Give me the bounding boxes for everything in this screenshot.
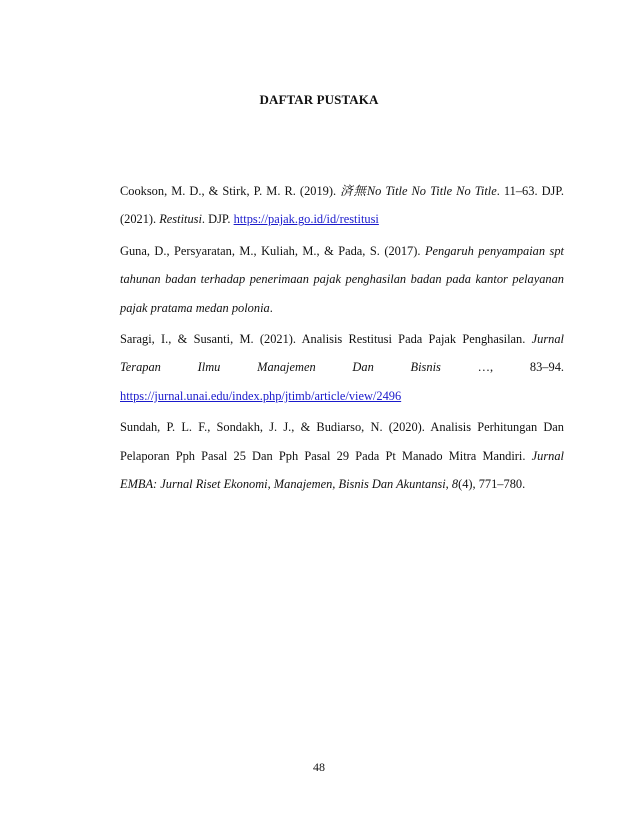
reference-pages: …, 83–94. bbox=[440, 360, 564, 375]
reference-list bbox=[120, 177, 564, 501]
reference-cookson-djp bbox=[120, 177, 564, 234]
reference-line bbox=[120, 442, 564, 470]
page-title: DAFTAR PUSTAKA bbox=[259, 92, 379, 107]
reference-title: Pengaruh penyampaian spt bbox=[424, 243, 564, 258]
reference-issue-pages: (4), 771–780. bbox=[458, 477, 526, 492]
reference-title: Pelaporan Pph Pasal 25 Dan Pph Pasal 29 Pada Pt Manado Mitra Mandiri. bbox=[120, 448, 532, 463]
reference-volume: 8 bbox=[451, 477, 459, 492]
reference-line bbox=[120, 294, 564, 322]
reference-journal: Terapan Ilmu Manajemen Dan Bisnis bbox=[120, 360, 441, 375]
reference-line bbox=[120, 382, 564, 410]
reference-title: pajak pratama medan polonia bbox=[120, 300, 270, 315]
reference-authors: Cookson, M. D., & Stirk, P. M. R. (2019). bbox=[120, 184, 341, 198]
reference-pages: . 11–63. DJP. bbox=[496, 184, 564, 198]
reference-separator: , bbox=[445, 477, 452, 492]
reference-journal: Jurnal bbox=[531, 448, 564, 463]
reference-sundah bbox=[120, 413, 564, 498]
reference-link[interactable]: https://pajak.go.id/id/restitusi bbox=[233, 212, 379, 227]
reference-publisher: . DJP. bbox=[201, 212, 234, 227]
reference-title: Restitusi bbox=[159, 212, 202, 227]
reference-journal: EMBA: Jurnal Riset Ekonomi, Manajemen, Bisnis Dan Akuntansi bbox=[120, 477, 446, 492]
reference-link[interactable]: https://jurnal.unai.edu/index.php/jtimb/article/view/2496 bbox=[120, 388, 402, 403]
reference-line bbox=[120, 177, 564, 205]
reference-period: . bbox=[269, 300, 273, 315]
reference-line bbox=[120, 325, 564, 353]
reference-title: tahunan badan terhadap penerimaan pajak penghasilan badan pada kantor pelayanan bbox=[120, 272, 564, 287]
reference-title: 済無No Title No Title No Title bbox=[340, 184, 497, 198]
page-number: 48 bbox=[313, 760, 325, 774]
reference-saragi bbox=[120, 325, 564, 410]
reference-line bbox=[120, 205, 564, 233]
reference-line bbox=[120, 237, 564, 265]
reference-line bbox=[120, 413, 564, 441]
reference-guna bbox=[120, 237, 564, 322]
reference-authors: Sundah, P. L. F., Sondakh, J. J., & Budiarso, N. (2020). Analisis Perhitungan Dan bbox=[120, 420, 564, 435]
reference-authors: Saragi, I., & Susanti, M. (2021). Analisis Restitusi Pada Pajak Penghasilan. bbox=[120, 332, 532, 347]
reference-line bbox=[120, 470, 564, 498]
reference-year: (2021). bbox=[120, 212, 160, 227]
reference-journal: Jurnal bbox=[531, 332, 564, 347]
reference-line bbox=[120, 265, 564, 293]
reference-line bbox=[120, 353, 564, 381]
reference-authors: Guna, D., Persyaratan, M., Kuliah, M., & Pada, S. (2017). bbox=[120, 243, 425, 258]
